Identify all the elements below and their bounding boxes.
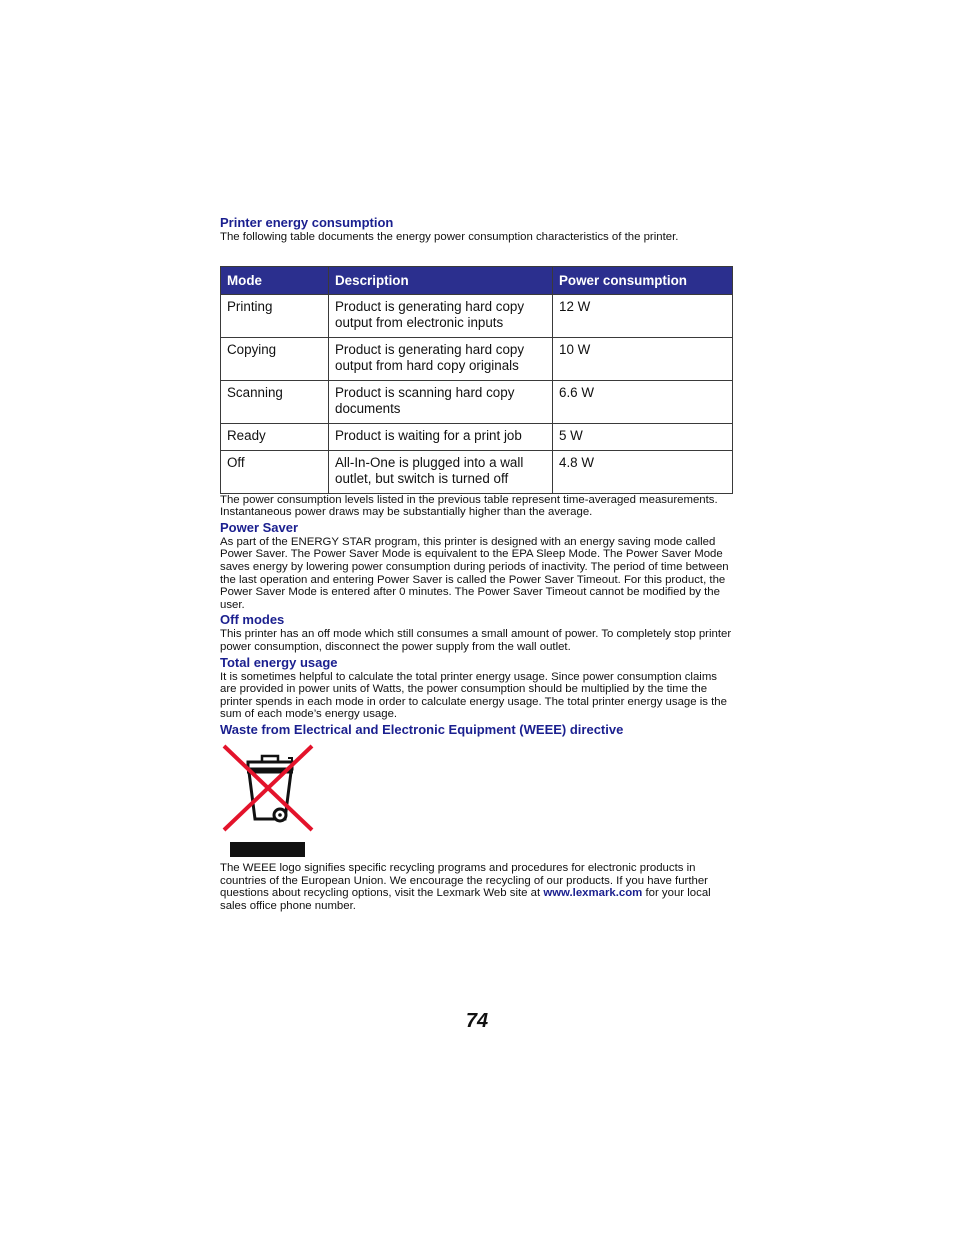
cell-power: 4.8 W	[553, 450, 733, 493]
weee-text-before-link: The WEEE logo signifies specific recycling programs and procedures for electronic products in countries of the European Union. We encourage the recycling of our products. If you have further questions about recycling options, visit the Lexmark Web site at	[220, 861, 708, 900]
cell-description: All-In-One is plugged into a wall outlet, but switch is turned off	[329, 450, 553, 493]
table-row	[221, 337, 733, 380]
page-number: 74	[465, 1010, 489, 1032]
cell-power: 6.6 W	[553, 380, 733, 423]
section-title-power-saver: Power Saver	[220, 519, 299, 535]
lexmark-website-link[interactable]: www.lexmark.com	[543, 887, 643, 900]
weee-text-after-link: for your local sales office phone number.	[220, 887, 711, 912]
crossed-out-wheelie-bin-icon	[220, 742, 316, 862]
table-row	[221, 423, 733, 450]
cell-mode: Off	[221, 450, 329, 493]
header-mode: Mode	[221, 266, 329, 294]
cell-mode: Scanning	[221, 380, 329, 423]
header-description: Description	[329, 266, 553, 294]
table-header-row	[221, 266, 733, 294]
energy-consumption-table	[220, 266, 733, 494]
section-title-off-modes: Off modes	[220, 612, 285, 628]
table-footnote-text: The power consumption levels listed in the previous table represent time-averaged measurements. Instantaneous power draws may be substantially higher than the average.	[220, 493, 718, 519]
cell-description: Product is scanning hard copy documents	[329, 380, 553, 423]
table-row	[221, 380, 733, 423]
cell-mode: Ready	[221, 423, 329, 450]
total-energy-text: It is sometimes helpful to calculate the total printer energy usage. Since power consumption claims are provided in power units of Watts, the power consumption should be multiplied by the time the printer spends in each mode in order to calculate energy usage. The total printer energy usage is the sum of each mode’s energy usage.	[220, 670, 727, 721]
table-row	[221, 294, 733, 337]
cell-power: 12 W	[553, 294, 733, 337]
cell-mode: Copying	[221, 337, 329, 380]
cell-mode: Printing	[221, 294, 329, 337]
cell-description: Product is generating hard copy output from electronic inputs	[329, 294, 553, 337]
off-modes-text: This printer has an off mode which still consumes a small amount of power. To completely stop printer power consumption, disconnect the power supply from the wall outlet.	[220, 628, 732, 653]
section-title-energy-consumption: Printer energy consumption	[220, 215, 394, 230]
page-content	[220, 214, 732, 912]
power-saver-text: As part of the ENERGY STAR program, this printer is designed with an energy saving mode called Power Saver. The Power Saver Mode is equivalent to the EPA Sleep Mode. The Power Saver Mode saves energy by lowering power consumption during periods of inactivity. The period of time between the last operation and entering Power Saver is called the Power Saver Timeout. For this product, the Power Saver Mode is entered after 0 minutes. The Power Saver Timeout cannot be modified by the user.	[220, 535, 729, 611]
section-title-total-energy: Total energy usage	[220, 654, 338, 670]
header-power-consumption: Power consumption	[553, 266, 733, 294]
table-row	[221, 450, 733, 493]
cell-power: 5 W	[553, 423, 733, 450]
section-title-weee: Waste from Electrical and Electronic Equipment (WEEE) directive	[220, 721, 624, 737]
cell-description: Product is generating hard copy output from hard copy originals	[329, 337, 553, 380]
cell-description: Product is waiting for a print job	[329, 423, 553, 450]
cell-power: 10 W	[553, 337, 733, 380]
energy-intro-text: The following table documents the energy power consumption characteristics of the printer.	[220, 231, 679, 243]
weee-text	[220, 862, 732, 912]
